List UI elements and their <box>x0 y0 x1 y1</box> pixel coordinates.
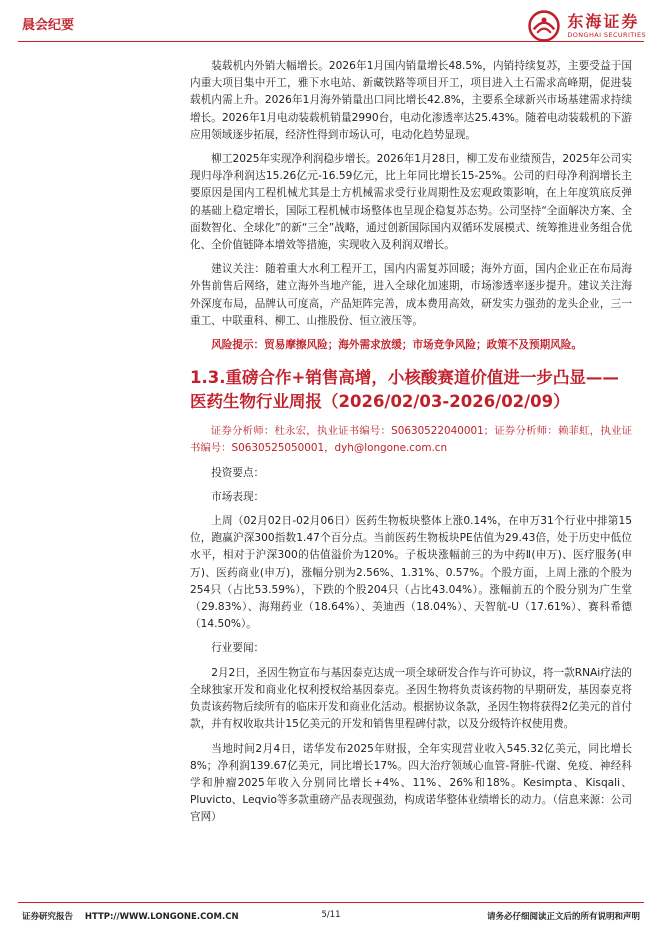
paragraph: 市场表现： <box>211 490 265 503</box>
logo-english-name: DONGHAI SECURITIES <box>567 30 646 39</box>
section-heading: 1.3.重磅合作+销售高增，小核酸赛道价值进一步凸显——医药生物行业周报（2026/02/03-2026/02/09） <box>190 368 619 412</box>
paragraph: 投资要点： <box>211 466 265 479</box>
paragraph: 当地时间2月4日，诺华发布2025年财报，全年实现营业收入545.32亿美元，同比增长8%；净利润139.67亿美元，同比增长17%。四大治疗领域心血管-肾脏-代谢、免疫、神经科学和肿瘤2025年收入分别同比增长+4%、11%、26%和18%。Kesimpta、Kisqali、Pluvicto、Leqvio等多款重磅产品表现强劲，构成诺华整体业绩增长的动力。（信息来源：公司官网） <box>190 742 632 824</box>
footer-left-text: 证券研究报告 <box>22 912 74 922</box>
paragraph: 2月2日，圣因生物宣布与基因泰克达成一项全球研发合作与许可协议，将一款RNAi疗法的全球独家开发和商业化权利授权给基因泰克。圣因生物将负责该药物的早期研发，基因泰克将负责该药物后续所有的临床开发和商业化活动。根据协议条款，圣因生物将获得2亿美元的首付款，并有权收取共计15亿美元的开发和销售里程碑付款，以及分级特许权使用费。 <box>190 666 632 731</box>
page-number: 5/11 <box>321 910 341 920</box>
logo-chinese-name: 东海证券 <box>567 11 640 31</box>
company-logo <box>527 8 646 44</box>
footer-disclaimer: 请务必仔细阅读正文后的所有说明和声明 <box>486 912 640 922</box>
main-content <box>190 58 632 834</box>
paragraph: 上周（02月02日-02月06日）医药生物板块整体上涨0.14%，在申万31个行业中排第15位，跑赢沪深300指数1.47个百分点。当前医药生物板块PE估值为29.43倍，处于历史中低位水平，相对于沪深300的估值溢价为120%。子板块涨幅前三的为中药Ⅱ(申万)、医疗服务(申万)、医药商业(申万)，涨幅分别为2.56%、1.31%、0.57%。个股方面，上周上涨的个股为254只（占比53.59%），下跌的个股204只（占比43.04%）。涨幅前五的个股分别为广生堂（29.83%）、海翔药业（18.64%）、美迪西（18.04%）、天智航-U（17.61%）、赛科希德（14.50%）。 <box>190 515 632 631</box>
report-type-title: 晨会纪要 <box>22 18 75 33</box>
footer-website-link[interactable]: HTTP://WWW.LONGONE.COM.CN <box>84 912 239 922</box>
donghai-logo-icon <box>527 9 561 43</box>
header-divider <box>18 41 644 42</box>
risk-warning: 风险提示：贸易摩擦风险；海外需求放缓；市场竞争风险；政策不及预期风险。 <box>211 339 582 352</box>
paragraph: 柳工2025年实现净利润稳步增长。2026年1月28日，柳工发布业绩预告，2025年公司实现归母净利润达15.26亿元-16.59亿元，比上年同比增长15-25%。公司的归母净利润增长主要原因是国内工程机械尤其是土方机械需求受行业周期性及宏观政策影响，在上年度筑底反弹的基础上稳定增长，国际工程机械市场整体也呈现企稳复苏态势。公司坚持“全面解决方案、全面数智化、全球化”的新“三全”战略，通过创新国际国内双循环发展模式、统筹推进业务组合优化、全价值链降本增效等措施，实现收入及利润双增长。 <box>190 153 632 252</box>
paragraph: 装载机内外销大幅增长。2026年1月国内销量增长48.5%，内销持续复苏，主要受益于国内重大项目集中开工，雅下水电站、新藏铁路等项目开工，项目进入土石需求高峰期，促进装载机内需上升。2026年1月海外销量出口同比增长42.8%，主要系全球新兴市场基建需求持续增长。2026年1月电动装载机销量2990台，电动化渗透率达25.43%。随着电动装载机的下游应用领域逐步拓展，经济性得到市场认可，电动化趋势显现。 <box>190 60 632 141</box>
paragraph: 建议关注：随着重大水利工程开工，国内内需复苏回暖；海外方面，国内企业正在布局海外售前售后网络，建立海外当地产能，进入全球化加速期，市场渗透率逐步提升。建议关注海外深度布局，品牌认可度高，产品矩阵完善，成本费用高效，研发实力强劲的龙头企业，三一重工、中联重科、柳工、山推股份、恒立液压等。 <box>190 263 632 327</box>
footer-divider <box>18 902 644 903</box>
analyst-info: 证券分析师：杜永宏，执业证书编号：S0630522040001；证券分析师：赖菲虹，执业证书编号：S0630525050001，dyh@longone.com.cn <box>190 425 632 455</box>
paragraph: 行业要闻： <box>211 642 265 655</box>
